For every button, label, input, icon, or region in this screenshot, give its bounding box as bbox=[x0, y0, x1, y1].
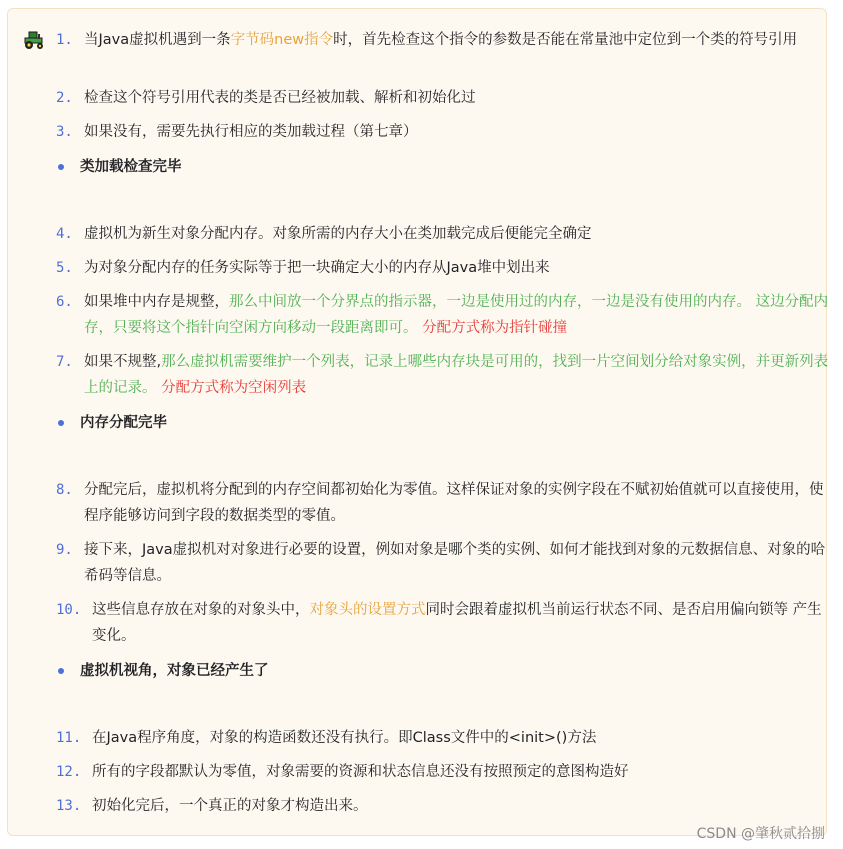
list-item bbox=[56, 119, 829, 145]
item-number: 1. bbox=[56, 32, 73, 48]
item-number: 7. bbox=[56, 354, 73, 370]
item-text: 时，首先检查这个指令的参数是否能在常量池中定位到一个类的符号引用 bbox=[333, 32, 798, 48]
list-item bbox=[56, 85, 829, 111]
item-text-highlight: 那么虚拟机需要维护一个列表，记录上哪些内存块是可用的，找到一片空间划分给对象实例，并更新列表上的记录。 bbox=[84, 354, 829, 396]
item-text: 为对象分配内存的任务实际等于把一块确定大小的内存从Java堆中划出来 bbox=[84, 260, 550, 276]
item-number: 13. bbox=[56, 798, 82, 814]
item-number: 11. bbox=[56, 730, 82, 746]
bullet-dot bbox=[58, 668, 64, 674]
item-number: 2. bbox=[56, 90, 73, 106]
list-item bbox=[56, 289, 829, 341]
list-item bbox=[56, 221, 829, 247]
item-text: 如果没有，需要先执行相应的类加载过程（第七章） bbox=[84, 124, 418, 140]
list-item bbox=[56, 537, 829, 589]
item-number: 5. bbox=[56, 260, 73, 276]
item-text: 如果堆中内存是规整， bbox=[84, 294, 229, 310]
list-item bbox=[56, 759, 829, 785]
item-number: 3. bbox=[56, 124, 73, 140]
item-text: 接下来，Java虚拟机对对象进行必要的设置，例如对象是哪个类的实例、如何才能找到对象的元数据信息、对象的哈希码等信息。 bbox=[84, 542, 826, 584]
item-number: 10. bbox=[56, 602, 82, 618]
summary-text: 虚拟机视角，对象已经产生了 bbox=[80, 663, 269, 679]
item-number: 8. bbox=[56, 482, 73, 498]
list-item bbox=[56, 793, 829, 819]
list-item bbox=[56, 597, 829, 649]
item-text: 这些信息存放在对象的对象头中， bbox=[92, 602, 310, 618]
item-text: 当Java虚拟机遇到一条 bbox=[84, 32, 231, 48]
watermark: CSDN @肇秋贰拾捌 bbox=[696, 826, 825, 842]
item-text: 检查这个符号引用代表的类是否已经被加载、解析和初始化过 bbox=[84, 90, 476, 106]
list-item bbox=[56, 477, 829, 529]
item-number: 6. bbox=[56, 294, 73, 310]
list-item bbox=[56, 349, 829, 401]
item-text: 分配完后，虚拟机将分配到的内存空间都初始化为零值。这样保证对象的实例字段在不赋初始值就可以直接使用，使程序能够访问到字段的数据类型的零值。 bbox=[84, 482, 824, 524]
bullet-dot bbox=[58, 164, 64, 170]
item-text: 同时会跟着虚拟机当前运行状态不同、是否启用偏向锁等 产生变化。 bbox=[92, 602, 822, 644]
item-number: 12. bbox=[56, 764, 82, 780]
item-number: 4. bbox=[56, 226, 73, 242]
list-item bbox=[56, 27, 829, 53]
list-item bbox=[56, 255, 829, 281]
item-number: 9. bbox=[56, 542, 73, 558]
tractor-icon bbox=[22, 30, 46, 50]
item-text: 在Java程序角度，对象的构造函数还没有执行。即Class文件中的<init>()方法 bbox=[92, 730, 597, 746]
item-text: 所有的字段都默认为零值，对象需要的资源和状态信息还没有按照预定的意图构造好 bbox=[92, 764, 629, 780]
item-text-highlight: 对象头的设置方式 bbox=[309, 602, 426, 618]
summary-text: 内存分配完毕 bbox=[80, 415, 167, 431]
item-text-highlight: 分配方式称为空闲列表 bbox=[156, 380, 307, 396]
item-text-highlight: 字节码new指令 bbox=[230, 32, 334, 48]
item-text: 初始化完后，一个真正的对象才构造出来。 bbox=[92, 798, 368, 814]
bullet-dot bbox=[58, 420, 64, 426]
item-text-highlight: 那么中间放一个分界点的指示器，一边是使用过的内存，一边是没有使用的内存。 这边分配内存，只要将这个指针向空闲方向移动一段距离即可。 bbox=[84, 294, 829, 336]
item-text: 虚拟机为新生对象分配内存。对象所需的内存大小在类加载完成后便能完全确定 bbox=[84, 226, 592, 242]
item-text-highlight: 分配方式称为指针碰撞 bbox=[417, 320, 568, 336]
item-text: 如果不规整, bbox=[84, 354, 162, 370]
summary-text: 类加载检查完毕 bbox=[80, 159, 182, 175]
list-item bbox=[56, 725, 829, 751]
